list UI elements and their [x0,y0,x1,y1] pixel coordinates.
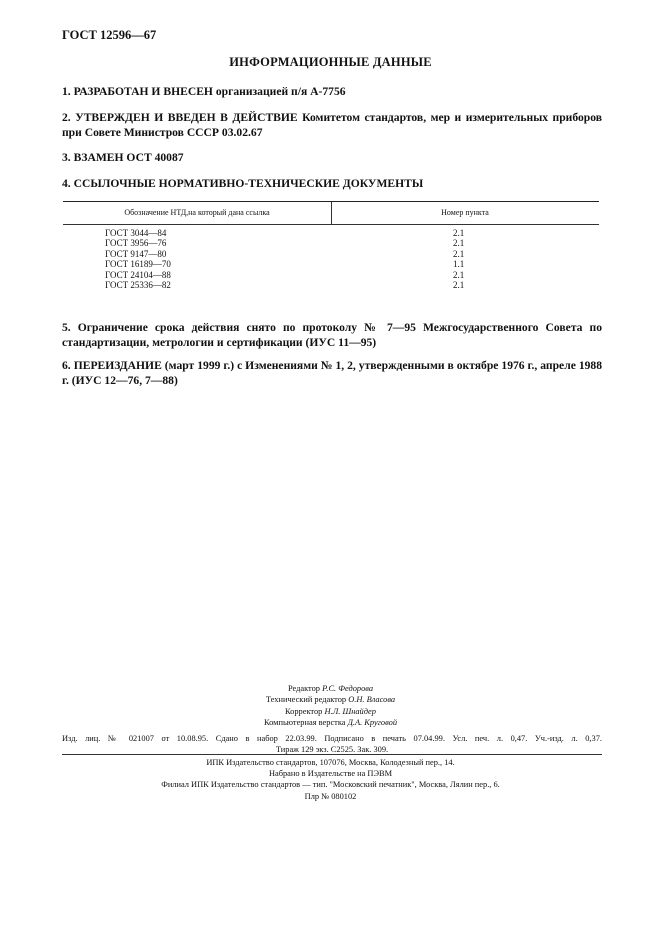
table-row [63,228,599,238]
publishing-details [62,733,602,755]
item-text: организацией п/я А-7756 [212,85,346,98]
table-row [63,238,599,248]
row-clause: 2.1 [453,269,465,280]
corrector-line [0,706,661,717]
row-clause: 2.1 [453,248,465,259]
printer-line-4: Плр № 080102 [304,791,357,801]
table-header [63,202,599,224]
row-document: ГОСТ 3044—84 [105,228,167,238]
info-item-1 [62,84,602,99]
editor-line [0,683,661,694]
item-text: Комитетом стандартов, мер и измерительных приборов при Совете Министров СССР 03.02.67 [62,111,602,139]
info-item-2 [62,110,602,140]
column-header-clause: Номер пункта [441,208,489,217]
info-item-6 [62,358,602,388]
item-heading: УТВЕРЖДЕН И ВВЕДЕН В ДЕЙСТВИЕ [75,111,298,124]
publishing-line-2: Тираж 129 экз. С2525. Зак. 309. [275,745,389,754]
document-code: ГОСТ 12596—67 [62,28,157,42]
table-row [63,259,599,269]
corrector-name: Н.Л. Шнайдер [324,706,376,716]
item-number: 2. [62,111,71,124]
row-document: ГОСТ 25336—82 [105,279,171,290]
item-heading: ВЗАМЕН ОСТ 40087 [73,151,184,164]
info-item-4 [62,176,602,191]
row-document: ГОСТ 9147—80 [105,248,167,259]
item-number: 5. [62,321,71,334]
info-item-3 [62,150,602,165]
corrector-label: Корректор [285,706,323,716]
item-number: 6. [62,359,71,372]
reference-table [63,201,599,290]
column-header-document: Обозначение НТД,на который дана ссылка [124,208,270,217]
printer-details [0,757,661,802]
printer-line-3: Филиал ИПК Издательство стандартов — тип. "Московский печатник", Москва, Лялин пер., 6. [161,780,500,790]
item-text: Ограничение срока действия снято по протоколу № 7—95 Межгосударственного Совета по стандартизации, метрологии и сертификации (ИУС 11—95) [62,321,602,349]
editor-name: Р.С. Федорова [322,684,374,693]
publishing-line-1: Изд. лиц. № 021007 от 10.08.95. Сдано в набор 22.03.99. Подписано в печать 07.04.99. Усл. печ. л. 0,47. Уч.-изд. л. 0,37. [62,734,602,743]
row-document: ГОСТ 24104—88 [105,269,171,280]
row-clause: 2.1 [453,279,465,290]
row-document: ГОСТ 3956—76 [105,238,167,249]
printer-line-2: Набрано в Издательстве на ПЭВМ [268,769,393,779]
page-title: ИНФОРМАЦИОННЫЕ ДАННЫЕ [229,55,432,69]
tech-editor-label: Технический редактор [265,695,347,705]
tech-editor-line [0,694,661,705]
table-row [63,249,599,259]
info-item-5 [62,320,602,350]
publishing-divider [62,754,602,755]
item-text: (март 1999 г.) с Изменениями № 1, 2, утвержденными в октябре 1976 г., апреле 1988 г. (ИУС 12—76, 7—88) [62,359,603,387]
item-number: 3. [62,151,71,164]
tech-editor-name: О.Н. Власова [348,695,396,705]
item-heading: ССЫЛОЧНЫЕ НОРМАТИВНО-ТЕХНИЧЕСКИЕ ДОКУМЕНТЫ [73,177,424,190]
layout-name: Д.А. Круговой [347,718,398,728]
row-clause: 1.1 [453,259,465,270]
item-number: 4. [62,177,71,190]
editor-label: Редактор [287,684,320,693]
table-row [63,280,599,290]
row-document: ГОСТ 16189—70 [105,259,171,270]
table-row [63,270,599,280]
layout-label: Компьютерная верстка [263,718,346,728]
item-heading: РАЗРАБОТАН И ВНЕСЕН [73,85,213,98]
editorial-imprint [0,683,661,729]
row-clause: 2.1 [453,238,465,249]
printer-line-1: ИПК Издательство стандартов, 107076, Москва, Колодезный пер., 14. [206,758,455,767]
layout-line [0,717,661,728]
row-clause: 2.1 [453,228,465,238]
item-number: 1. [62,85,71,98]
item-heading: ПЕРЕИЗДАНИЕ [73,359,162,372]
